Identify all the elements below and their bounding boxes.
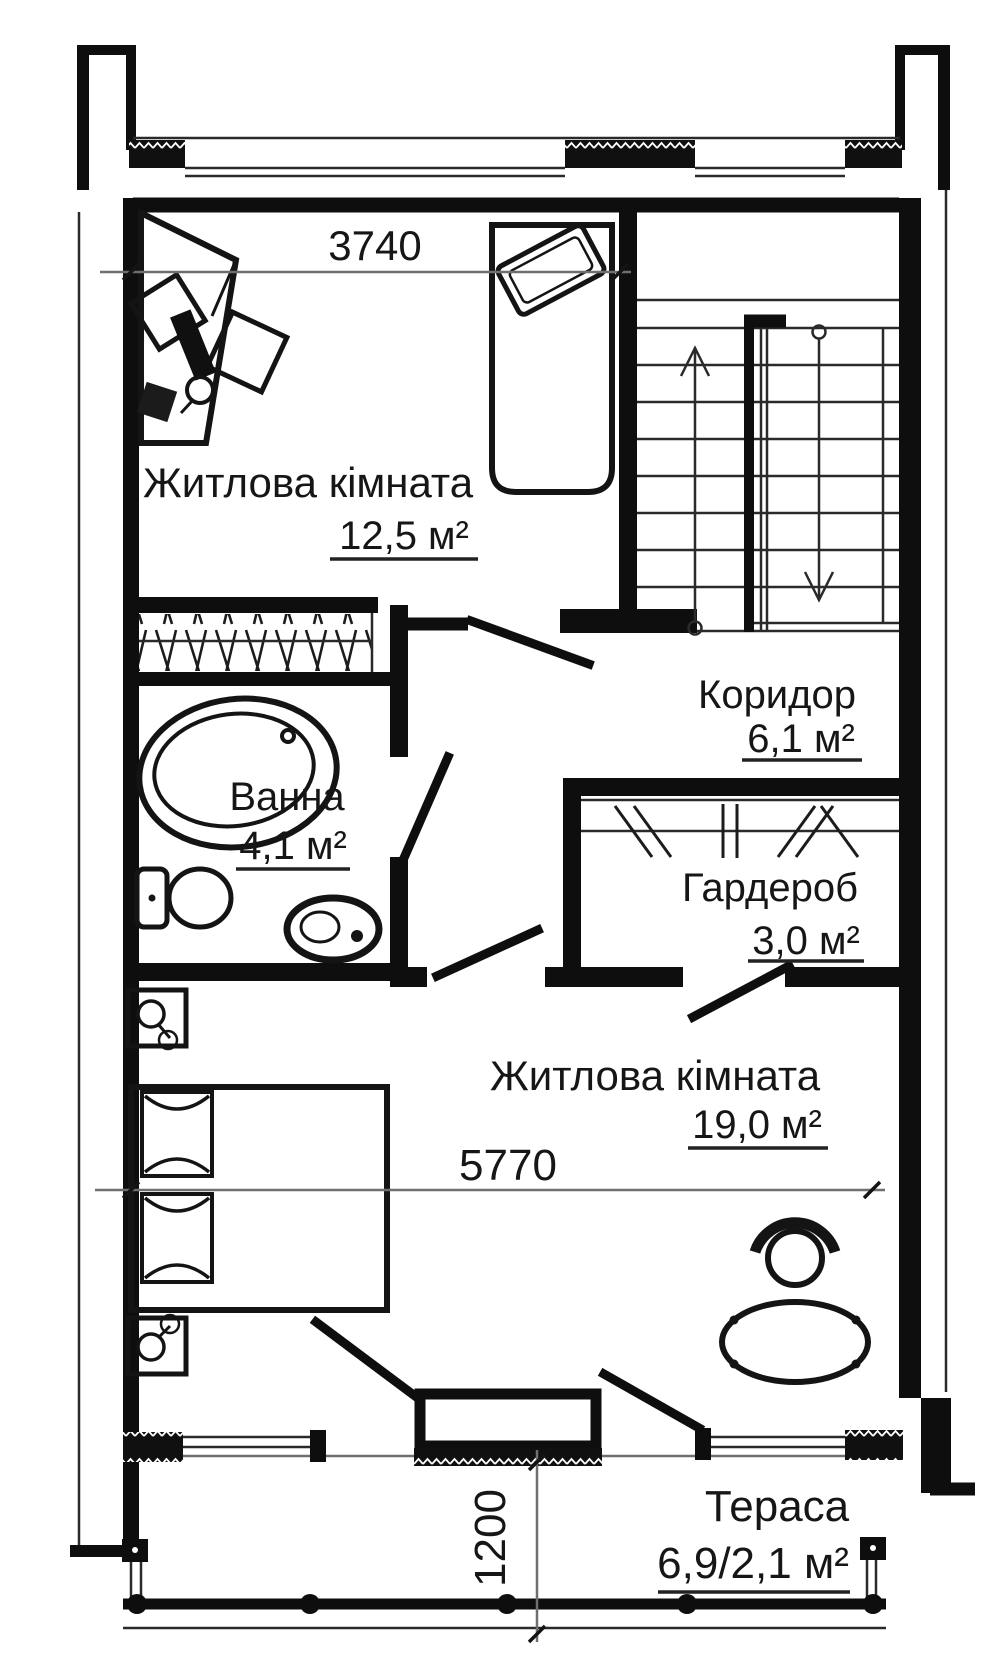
monitor — [170, 309, 216, 380]
sink — [287, 898, 379, 960]
terrace-rail-right — [867, 1560, 876, 1600]
door-jamb — [310, 1430, 326, 1462]
wardrobe-name: Гардероб — [682, 866, 858, 910]
south-window-left — [183, 1437, 312, 1447]
round-chair — [755, 1223, 835, 1285]
built-in-closet — [123, 605, 408, 679]
stairs-down-arrow — [805, 326, 833, 601]
bedroom2-area: 19,0 м² — [692, 1103, 822, 1147]
south-window-center — [414, 1394, 602, 1466]
bedroom1-name: Житлова кімната — [142, 459, 474, 506]
terrace-area: 6,9/2,1 м² — [657, 1539, 849, 1588]
wardrobe-door-leaf — [693, 966, 789, 1017]
double-bed — [131, 1087, 387, 1310]
bedroom2-door-leaf — [437, 930, 538, 976]
wall-insulation-block — [129, 140, 185, 168]
chimney-right — [895, 45, 949, 190]
south-window-right — [711, 1437, 845, 1447]
dimension-3740-label: 3740 — [328, 222, 422, 269]
terrace-railing — [123, 1594, 886, 1628]
wall-insulation-block — [845, 140, 902, 168]
wardrobe-area: 3,0 м² — [752, 919, 860, 963]
bath-area: 4,1 м² — [239, 824, 347, 868]
terrace-door-leaf-left — [316, 1322, 415, 1396]
single-bed — [492, 224, 612, 492]
terrace-name: Тераса — [704, 1482, 850, 1531]
corridor-name: Коридор — [698, 673, 856, 717]
pillow — [142, 1092, 212, 1176]
bath-name: Ванна — [229, 775, 345, 819]
wall-insulation-block — [845, 1430, 903, 1460]
wall-insulation-block — [123, 1432, 183, 1462]
stair-stringer — [744, 315, 786, 632]
stairs-up-arrow — [681, 348, 709, 635]
window-glazing-bedroom1 — [185, 168, 565, 176]
dimension-5770-label: 5770 — [459, 1141, 557, 1190]
bedroom2 — [95, 990, 885, 1382]
bedroom1 — [100, 213, 631, 679]
bedroom1-area: 12,5 м² — [339, 514, 469, 558]
toilet — [137, 869, 231, 927]
terrace — [122, 1450, 886, 1642]
pillow — [496, 224, 606, 317]
bedroom2-name: Житлова кімната — [489, 1052, 821, 1099]
oval-table — [722, 1302, 868, 1382]
north-window-band — [129, 138, 902, 205]
door-jamb — [695, 1428, 711, 1460]
terrace-door-leaf-right — [604, 1374, 699, 1428]
bath-door-leaf — [404, 757, 448, 858]
window-glazing-stairs — [695, 168, 845, 176]
pillow — [142, 1194, 212, 1282]
desk-lamp — [137, 377, 213, 422]
wardrobe-room — [545, 778, 899, 1017]
chimney-left — [78, 45, 136, 190]
dimension-1200-label: 1200 — [466, 1489, 515, 1587]
corridor-area: 6,1 м² — [747, 717, 855, 761]
wall-insulation-block — [565, 140, 695, 168]
